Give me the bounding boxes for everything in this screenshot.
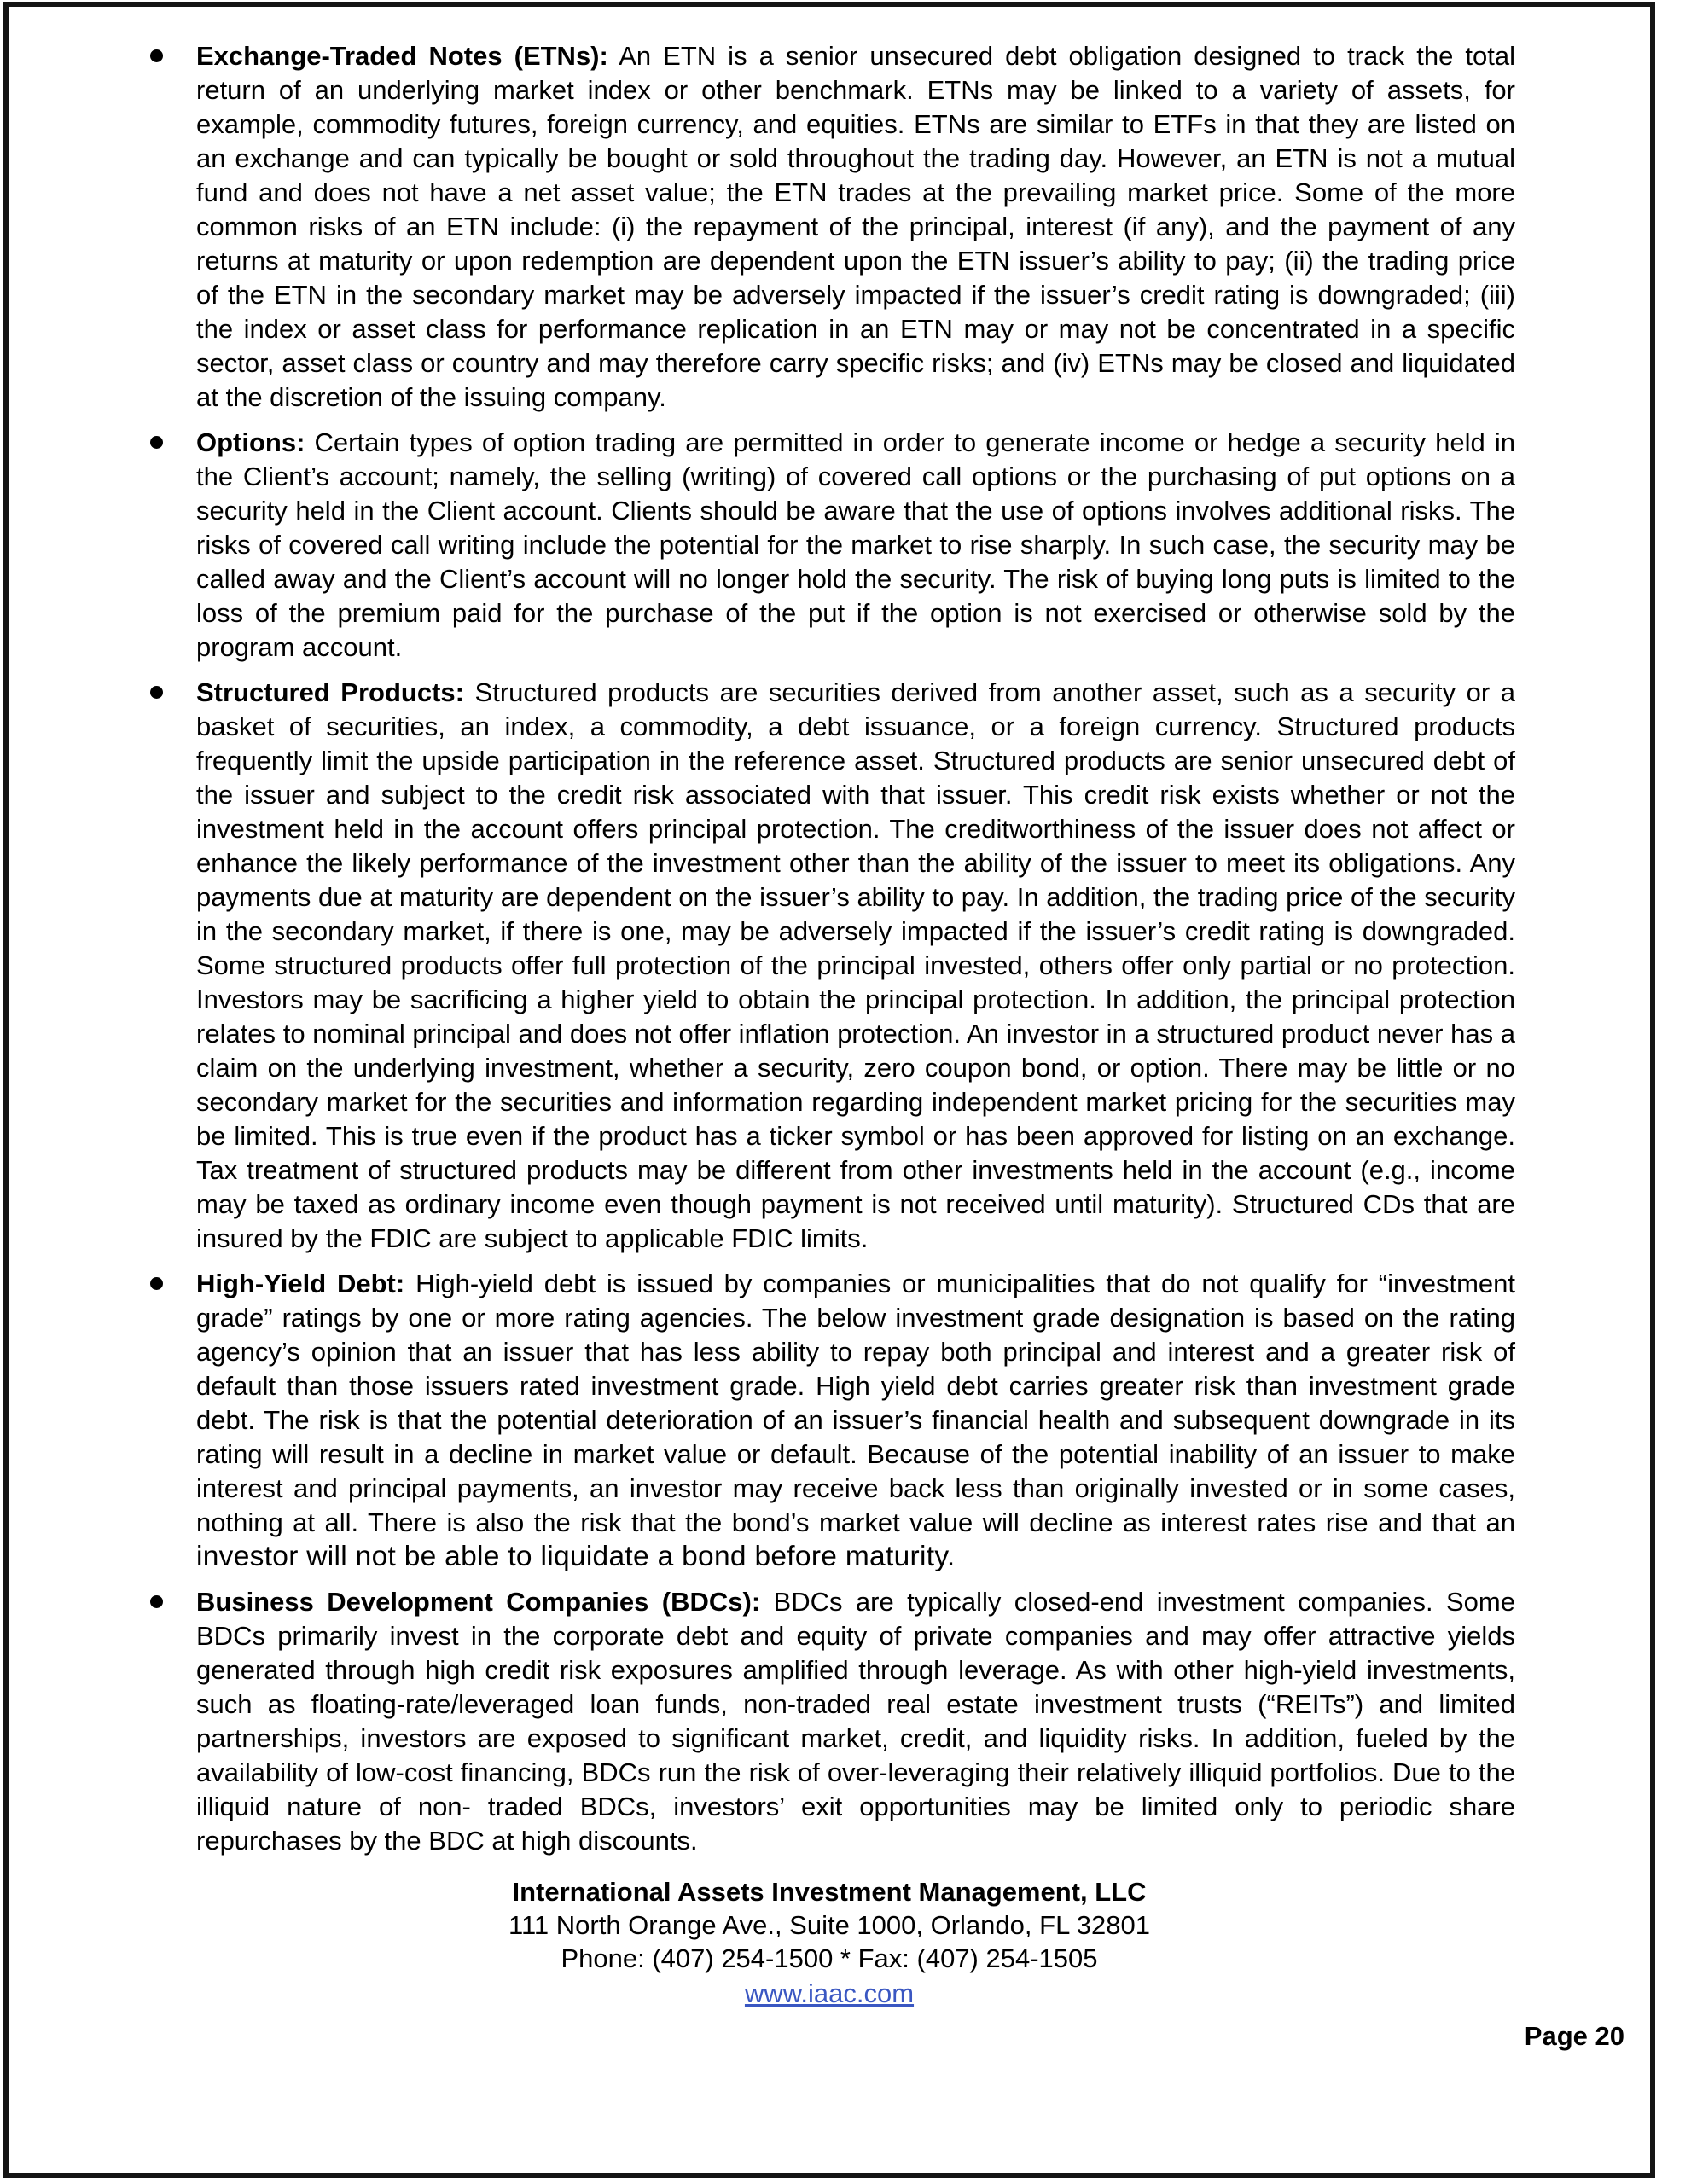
bullet-icon xyxy=(150,1595,163,1608)
bullet-item-high-yield-debt xyxy=(196,1267,1515,1574)
bullet-title: Structured Products: xyxy=(196,677,464,707)
bullet-item-options xyxy=(196,426,1515,665)
page-footer xyxy=(9,1875,1650,2010)
bullet-icon xyxy=(150,686,163,699)
bullet-text-alt-font: investor will not be able to liquidate a bond before maturity. xyxy=(196,1541,956,1572)
page-number: Page 20 xyxy=(1524,2021,1624,2051)
document-page xyxy=(3,2,1655,2178)
bullet-icon xyxy=(150,1277,163,1290)
bullet-text: BDCs are typically closed-end investment companies. Some BDCs primarily invest in the corporate debt and equity of private companies and may offer attractive yields generated through high credit risk exposures amplified through leverage. As with other high-yield investments, such as floating-rate/leveraged loan funds, non-traded real estate investment trusts (“REITs”) and limited partnerships, investors are exposed to significant market, credit, and liquidity risks. In addition, fueled by the availability of low-cost financing, BDCs run the risk of over-leveraging their relatively illiquid portfolios. Due to the illiquid nature of non- traded BDCs, investors’ exit opportunities may be limited only to periodic share repurchases by the BDC at high discounts. xyxy=(196,1587,1515,1856)
bullet-text: Structured products are securities derived from another asset, such as a security or a basket of securities, an index, a commodity, a debt issuance, or a foreign currency. Structured products frequently limit the upside participation in the reference asset. Structured products are senior unsecured debt of the issuer and subject to the credit risk associated with that issuer. This credit risk exists whether or not the investment held in the account offers principal protection. The creditworthiness of the issuer does not affect or enhance the likely performance of the investment other than the ability of the issuer to meet its obligations. Any payments due at maturity are dependent on the issuer’s ability to pay. In addition, the trading price of the security in the secondary market, if there is one, may be adversely impacted if the issuer’s credit rating is downgraded. Some structured products offer full protection of the principal invested, others offer only partial or no protection. Investors may be sacrificing a higher yield to obtain the principal protection. In addition, the principal protection relates to nominal principal and does not offer inflation protection. An investor in a structured product never has a claim on the underlying investment, whether a security, zero coupon bond, or option. There may be little or no secondary market for the securities and information regarding independent market pricing for the securities may be limited. This is true even if the product has a ticker symbol or has been approved for listing on an exchange. Tax treatment of structured products may be different from other investments held in the account (e.g., income may be taxed as ordinary income even though payment is not received until maturity). Structured CDs that are insured by the FDIC are subject to applicable FDIC limits. xyxy=(196,677,1515,1253)
bullet-item-structured-products xyxy=(196,676,1515,1256)
bullet-title: Options: xyxy=(196,427,305,457)
risk-bullet-list xyxy=(196,39,1515,1858)
bullet-title: High-Yield Debt: xyxy=(196,1269,405,1298)
bullet-text: High-yield debt is issued by companies or municipalities that do not qualify for “investment grade” ratings by one or more rating agencies. The below investment grade designation is based on the rating agency’s opinion that an issuer that has less ability to repay both principal and interest and a greater risk of default than those issuers rated investment grade. High yield debt carries greater risk than investment grade debt. The risk is that the potential deterioration of an issuer’s financial health and subsequent downgrade in its rating will result in a decline in market value or default. Because of the potential inability of an issuer to make interest and principal payments, an investor may receive back less than originally invested or in some cases, nothing at all. There is also the risk that the bond’s market value will decline as interest rates rise and that an xyxy=(196,1269,1516,1537)
footer-address: 111 North Orange Ave., Suite 1000, Orlando, FL 32801 xyxy=(508,1910,1150,1940)
footer-phone-fax: Phone: (407) 254-1500 * Fax: (407) 254-1505 xyxy=(561,1943,1098,1973)
bullet-item-etns xyxy=(196,39,1515,415)
bullet-item-bdcs xyxy=(196,1585,1515,1858)
bullet-title: Business Development Companies (BDCs): xyxy=(196,1587,761,1617)
bullet-icon xyxy=(150,436,163,449)
bullet-text: An ETN is a senior unsecured debt obligation designed to track the total return of an underlying market index or other benchmark. ETNs may be linked to a variety of assets, for example, commodity futures, foreign currency, and equities. ETNs are similar to ETFs in that they are listed on an exchange and can typically be bought or sold throughout the trading day. However, an ETN is not a mutual fund and does not have a net asset value; the ETN trades at the prevailing market price. Some of the more common risks of an ETN include: (i) the repayment of the principal, interest (if any), and the payment of any returns at maturity or upon redemption are dependent upon the ETN issuer’s ability to pay; (ii) the trading price of the ETN in the secondary market may be adversely impacted if the issuer’s credit rating is downgraded; (iii) the index or asset class for performance replication in an ETN may or may not be concentrated in a specific sector, asset class or country and may therefore carry specific risks; and (iv) ETNs may be closed and liquidated at the discretion of the issuing company. xyxy=(196,41,1516,412)
page-content xyxy=(9,7,1650,1858)
bullet-title: Exchange-Traded Notes (ETNs): xyxy=(196,41,608,71)
bullet-icon xyxy=(150,49,163,62)
footer-company-name: International Assets Investment Management, LLC xyxy=(512,1877,1147,1907)
bullet-text: Certain types of option trading are permitted in order to generate income or hedge a security held in the Client’s account; namely, the selling (writing) of covered call options or the purchasing of put options on a security held in the Client account. Clients should be aware that the use of options involves additional risks. The risks of covered call writing include the potential for the market to rise sharply. In such case, the security may be called away and the Client’s account will no longer hold the security. The risk of buying long puts is limited to the loss of the premium paid for the purchase of the put if the option is not exercised or otherwise sold by the program account. xyxy=(196,427,1515,662)
footer-website-link[interactable]: www.iaac.com xyxy=(744,1978,915,2008)
